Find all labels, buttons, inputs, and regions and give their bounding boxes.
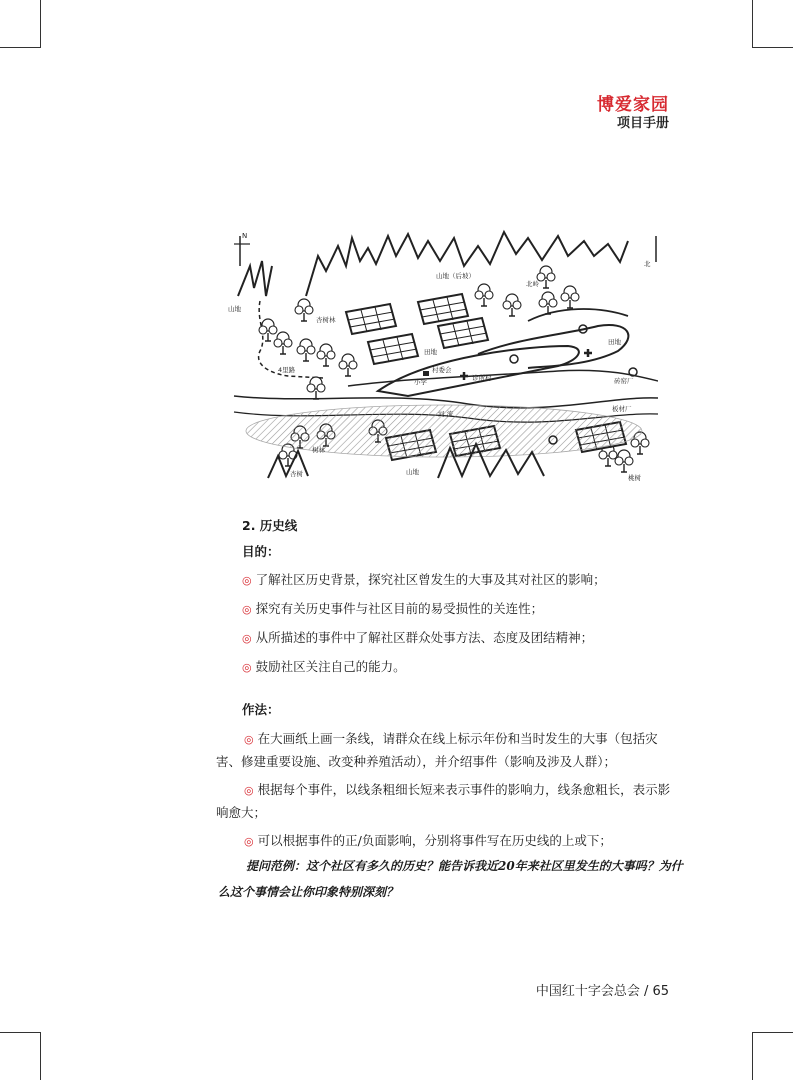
map-label-right-edge: 北 bbox=[644, 260, 651, 268]
purpose-item: ◎ 从所描述的事件中了解社区群众处事方法、态度及团结精神； bbox=[242, 630, 594, 645]
purpose-item: ◎ 了解社区历史背景，探究社区曾发生的大事及其对社区的影响； bbox=[242, 572, 606, 587]
crop-mark bbox=[0, 1032, 40, 1033]
brand-subtitle: 项目手册 bbox=[616, 116, 669, 131]
map-label-clinic: 诊所村 bbox=[472, 374, 492, 382]
brand-title: 博爱家园 bbox=[597, 95, 669, 115]
bullet-icon: ◎ bbox=[244, 784, 254, 797]
purpose-item: ◎ 探究有关历史事件与社区目前的易受损性的关连性； bbox=[242, 601, 544, 616]
crop-mark bbox=[753, 1032, 793, 1033]
map-label-cave-field: 田地 bbox=[608, 338, 621, 346]
crop-mark bbox=[40, 1032, 41, 1080]
crop-mark bbox=[40, 0, 41, 48]
method-item: ◎ 根据每个事件，以线条粗细长短来表示事件的影响力，线条愈粗长，表示影响愈大； bbox=[216, 782, 671, 820]
crop-mark bbox=[0, 47, 40, 48]
map-label-shrine: 4里路 bbox=[278, 366, 296, 374]
bullet-icon: ◎ bbox=[244, 733, 254, 746]
community-map-sketch bbox=[228, 226, 658, 488]
purpose-item: ◎ 鼓励社区关注自己的能力。 bbox=[242, 659, 406, 674]
map-label-apricot-tree: 杏树林 bbox=[316, 316, 336, 324]
map-label-mountain-bottom: 山地 bbox=[406, 468, 419, 476]
map-label-village-office: 村委会 bbox=[432, 366, 452, 374]
method-item: ◎ 可以根据事件的正/负面影响，分别将事件写在历史线的上或下； bbox=[244, 833, 612, 848]
section-title: 2. 历史线 bbox=[242, 518, 298, 533]
crop-mark bbox=[752, 1032, 753, 1080]
bullet-icon: ◎ bbox=[244, 835, 254, 848]
bullet-icon: ◎ bbox=[242, 661, 252, 674]
map-label-forest: 树林 bbox=[312, 446, 325, 454]
purpose-label: 目的： bbox=[242, 544, 280, 559]
map-label-mountain-top: 山地（后坡） bbox=[436, 272, 475, 280]
crop-mark bbox=[752, 0, 753, 48]
map-label-kiln: 砖窑厂 bbox=[614, 377, 634, 385]
map-label-walnut: 桃树 bbox=[628, 474, 641, 482]
main-content bbox=[216, 516, 682, 859]
map-label-river: 河 流 bbox=[438, 410, 454, 418]
map-label-north-ridge: 北岭 bbox=[526, 280, 539, 288]
map-label-board-factory: 板材厂 bbox=[612, 405, 632, 413]
brand-header bbox=[597, 95, 669, 133]
north-label: N bbox=[242, 232, 248, 240]
bullet-icon: ◎ bbox=[242, 574, 252, 587]
map-label-school: 小学 bbox=[414, 378, 427, 386]
page-footer: 中国红十字会总会 / 65 bbox=[535, 984, 669, 999]
crop-mark bbox=[753, 47, 793, 48]
bullet-icon: ◎ bbox=[242, 603, 252, 616]
north-arrow bbox=[234, 232, 250, 266]
bullet-icon: ◎ bbox=[242, 632, 252, 645]
example-questions: 提问范例：这个社区有多久的历史？能告诉我近20年来社区里发生的大事吗？为什么这个事情会让你印象特别深刻？ bbox=[218, 859, 683, 899]
method-label: 作法： bbox=[242, 702, 280, 717]
map-label-field: 田地 bbox=[424, 348, 437, 356]
map-label-mountain-left: 山地 bbox=[228, 305, 241, 313]
method-item: ◎ 在大画纸上画一条线，请群众在线上标示年份和当时发生的大事（包括灾害、修建重要设施、改变种养殖活动），并介绍事件（影响及涉及人群）； bbox=[216, 731, 658, 769]
map-label-tree-left: 杏树 bbox=[290, 470, 303, 478]
